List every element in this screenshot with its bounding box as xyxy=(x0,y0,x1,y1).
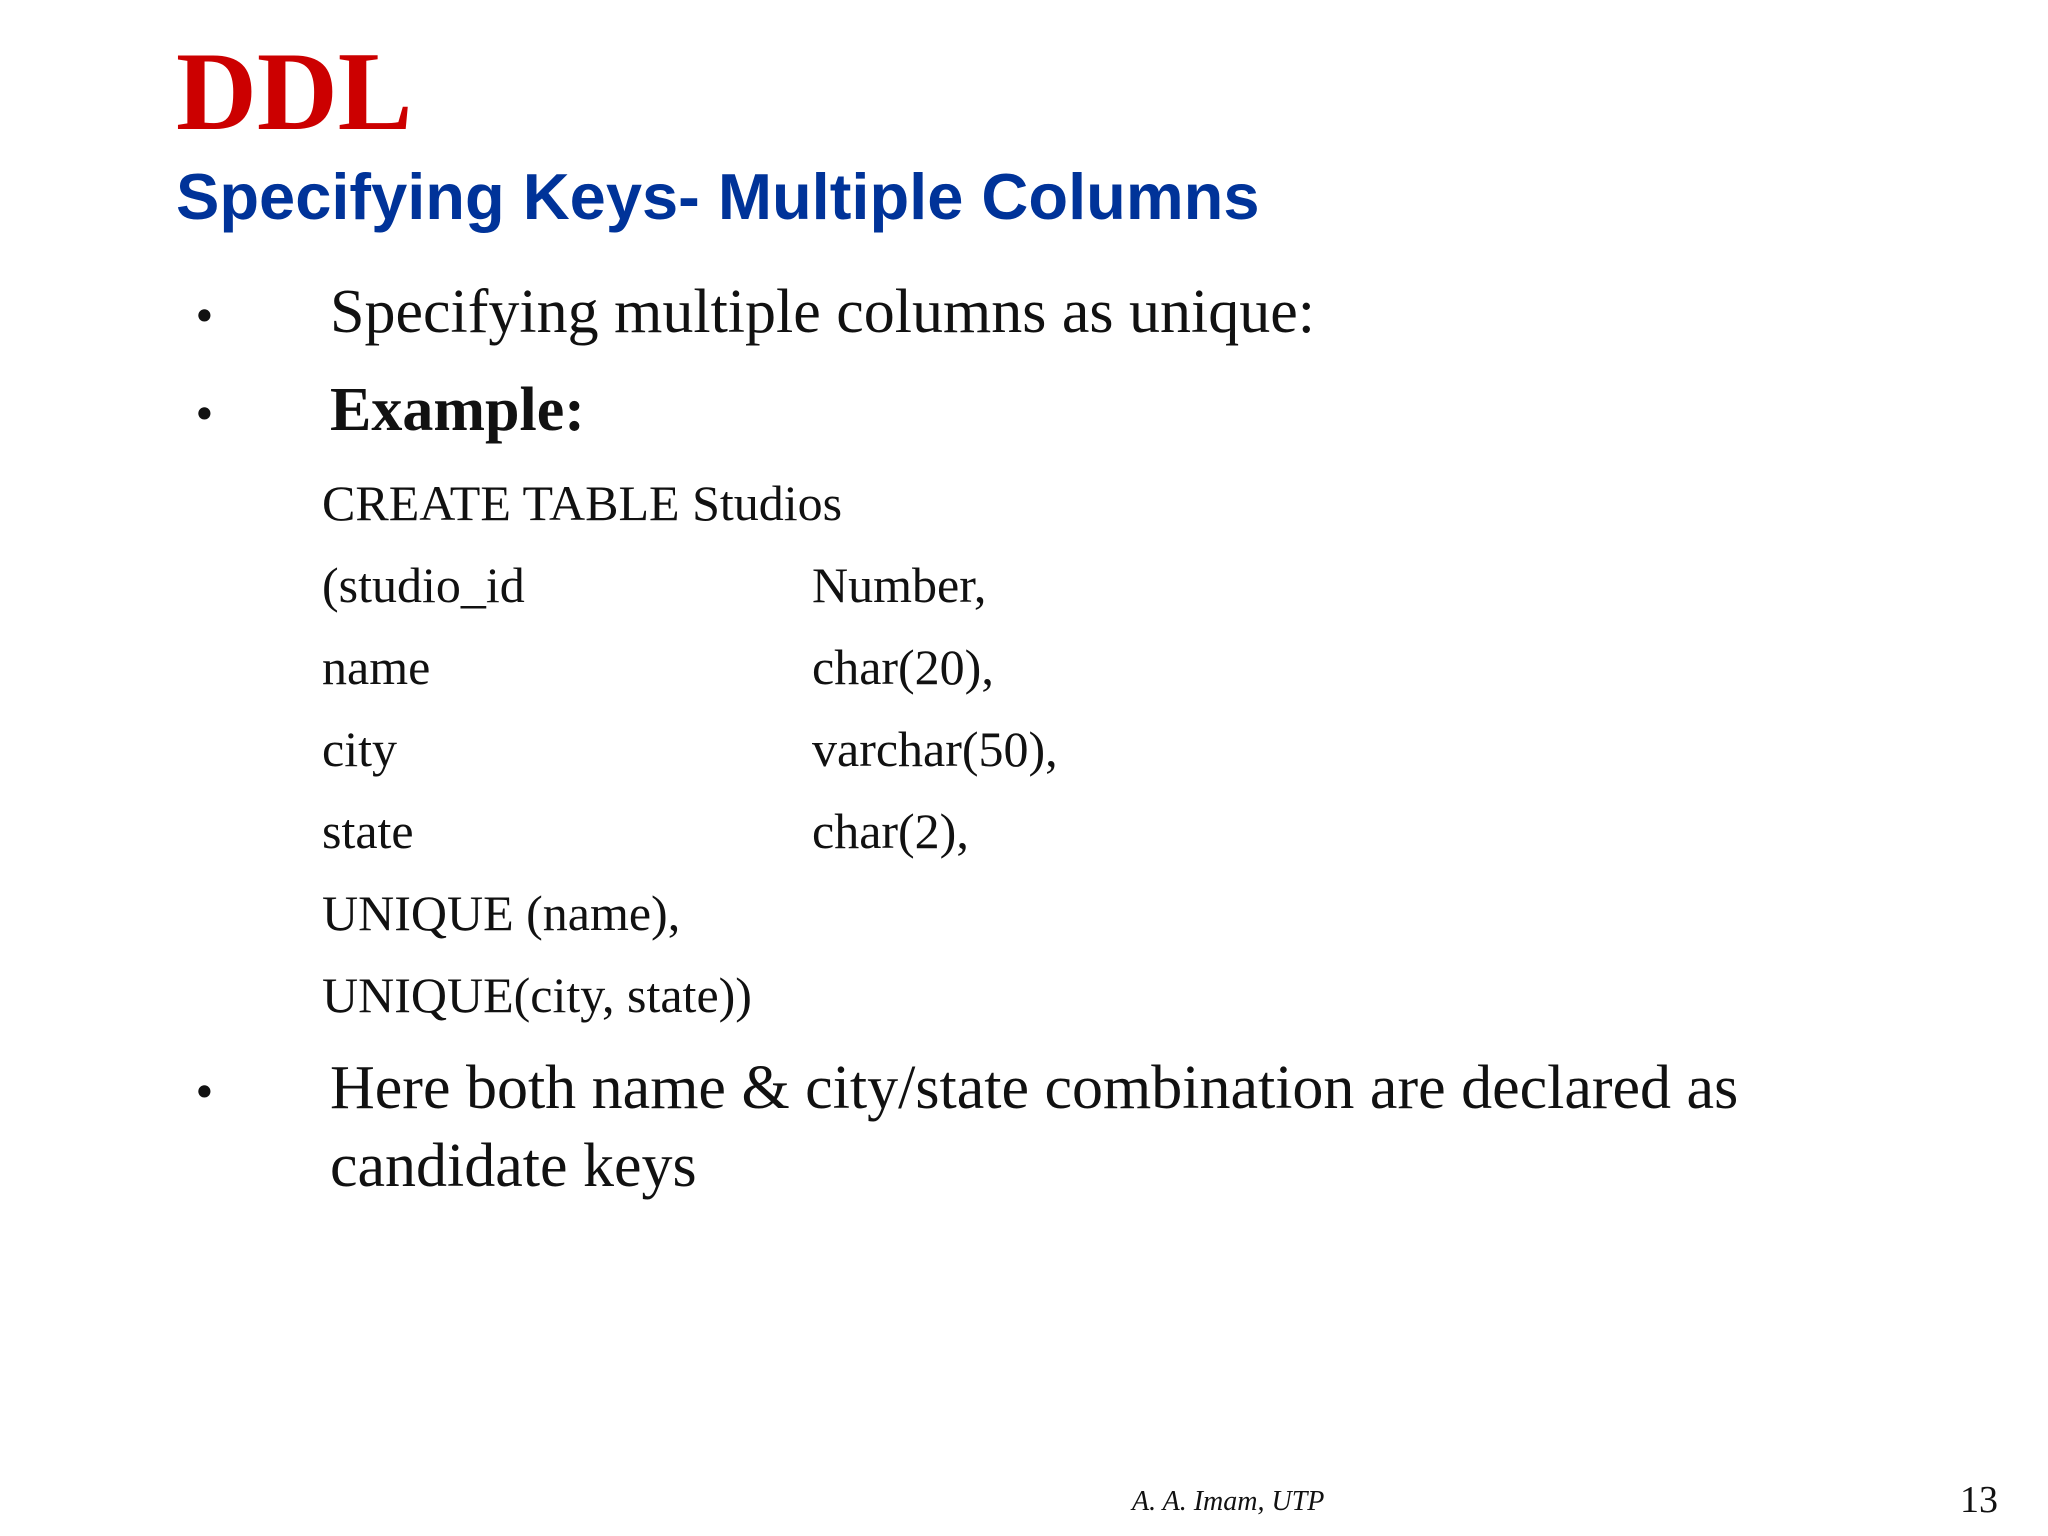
bullet-text: Example: xyxy=(330,376,585,444)
bullet-marker: • xyxy=(192,1068,217,1117)
column-name: state xyxy=(322,803,414,859)
code-column-row xyxy=(322,721,1058,777)
code-column-row xyxy=(322,639,994,695)
column-type: Number, xyxy=(812,557,987,613)
column-name: name xyxy=(322,639,431,695)
code-column-row xyxy=(322,557,987,613)
column-type: varchar(50), xyxy=(812,721,1058,777)
code-column-row xyxy=(322,803,969,859)
code-constraint: UNIQUE (name), xyxy=(322,885,681,941)
slide-title: DDL xyxy=(176,30,413,154)
column-name: city xyxy=(322,721,397,777)
code-header: CREATE TABLE Studios xyxy=(322,475,843,531)
bullet-marker: • xyxy=(192,390,217,439)
slide-subtitle: Specifying Keys- Multiple Columns xyxy=(176,160,1260,233)
code-constraint: UNIQUE(city, state)) xyxy=(322,967,752,1023)
bullet-text: Here both name & city/state combination are declared as candidate keys xyxy=(330,1054,1739,1200)
column-name: (studio_id xyxy=(322,557,525,613)
bullet-marker: • xyxy=(192,292,217,341)
column-type: char(20), xyxy=(812,639,994,695)
column-type: char(2), xyxy=(812,803,969,859)
footer-author: A. A. Imam, UTP xyxy=(1132,1486,1325,1517)
page-number: 13 xyxy=(1960,1479,1998,1521)
bullet-text: Specifying multiple columns as unique: xyxy=(330,278,1315,346)
